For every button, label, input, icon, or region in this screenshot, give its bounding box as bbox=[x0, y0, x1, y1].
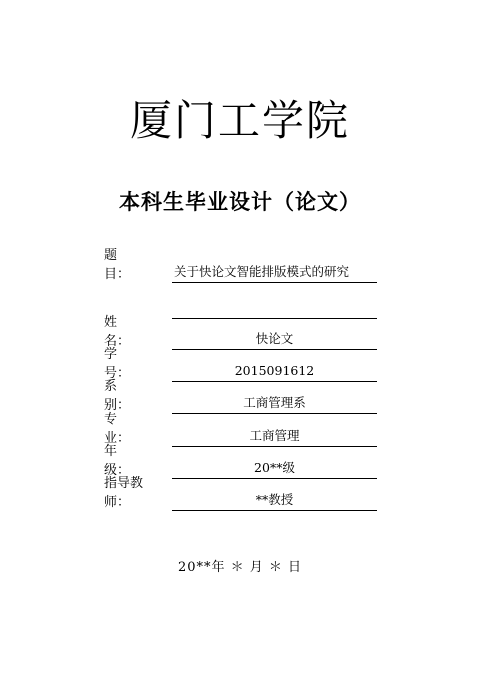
form-row-student-id bbox=[0, 347, 480, 385]
school-name: 厦门工学院 bbox=[129, 96, 350, 145]
form-row-grade bbox=[0, 444, 480, 482]
form-label-student-id: 学 号： bbox=[104, 347, 144, 381]
submission-date: 20**年 ＊ 月 ＊ 日 bbox=[177, 560, 303, 575]
form-row-major bbox=[0, 412, 480, 450]
form-label-name: 姓 名： bbox=[104, 315, 144, 349]
form-row-advisor bbox=[0, 476, 480, 514]
form-row-department bbox=[0, 379, 480, 417]
form-label-grade: 年 级： bbox=[104, 444, 144, 478]
form-value-major: 工商管理 bbox=[172, 426, 377, 447]
form-value-name: 快论文 bbox=[172, 329, 377, 350]
form-value-title: 关于快论文智能排版模式的研究 bbox=[172, 262, 377, 283]
form-label-title: 题 目： bbox=[104, 248, 144, 282]
form-row-title bbox=[0, 248, 480, 286]
form-value-grade: 20**级 bbox=[172, 458, 377, 479]
form-value-student-id: 2015091612 bbox=[172, 361, 377, 382]
form-value-advisor: **教授 bbox=[172, 490, 377, 511]
form-row-name bbox=[0, 315, 480, 353]
form-label-advisor: 指导教师： bbox=[104, 476, 144, 510]
form-label-department: 系 别： bbox=[104, 379, 144, 413]
document-type-title: 本科生毕业设计（论文） bbox=[119, 190, 361, 214]
form-label-major: 专 业： bbox=[104, 412, 144, 446]
title-second-line bbox=[172, 298, 377, 319]
form-value-department: 工商管理系 bbox=[172, 393, 377, 414]
